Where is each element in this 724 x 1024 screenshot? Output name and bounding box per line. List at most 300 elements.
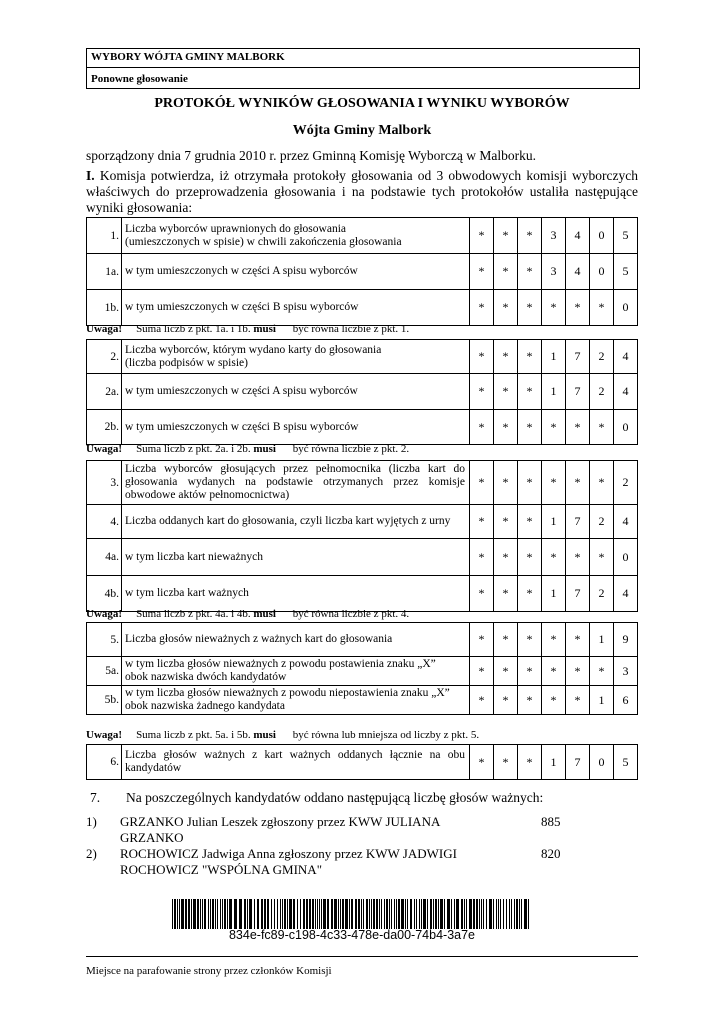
barcode-bar <box>202 899 203 929</box>
table-row <box>87 254 638 290</box>
note-text: Suma liczb z pkt. 5a. i 5b. <box>136 729 251 741</box>
barcode-bar <box>349 899 350 929</box>
digit-cell: 4 <box>566 218 590 254</box>
digit-cell: 5 <box>614 745 638 780</box>
digit-cell: * <box>470 410 494 445</box>
candidate-votes: 820 <box>541 846 561 861</box>
barcode-bar <box>416 899 417 929</box>
barcode-bar <box>234 899 237 929</box>
row-number: 3. <box>87 461 122 505</box>
barcode-bar <box>331 899 333 929</box>
barcode-bar <box>500 899 501 929</box>
digit-cell: * <box>494 290 518 326</box>
digit-cell: * <box>494 657 518 686</box>
digit-cell: 3 <box>542 254 566 290</box>
table-row <box>87 539 638 576</box>
digit-cell: * <box>494 254 518 290</box>
barcode-bar <box>496 899 497 929</box>
barcode-bar <box>514 899 515 929</box>
digit-cell: 0 <box>590 254 614 290</box>
barcode-bar <box>284 899 286 929</box>
digit-cell: 1 <box>542 340 566 374</box>
barcode-bar <box>217 899 218 929</box>
barcode-bar <box>430 899 432 929</box>
barcode-bar <box>197 899 199 929</box>
digit-cell: * <box>518 340 542 374</box>
barcode-bar <box>239 899 242 929</box>
digit-cell: * <box>470 657 494 686</box>
barcode-bar <box>179 899 180 929</box>
barcode-bar <box>405 899 406 929</box>
table-row <box>87 745 638 780</box>
digit-cell: 2 <box>590 576 614 612</box>
results-table <box>86 339 638 445</box>
results-table <box>86 217 638 326</box>
uwaga-note <box>86 729 638 742</box>
digit-cell: 5 <box>614 254 638 290</box>
note-label: Uwaga! <box>86 443 123 455</box>
digit-cell: * <box>542 657 566 686</box>
digit-cell: 1 <box>542 505 566 539</box>
digit-cell: * <box>470 254 494 290</box>
row-number: 1. <box>87 218 122 254</box>
candidate-entry <box>86 814 638 848</box>
barcode-bar <box>361 899 362 929</box>
barcode-bar <box>345 899 348 929</box>
row-number: 4a. <box>87 539 122 576</box>
barcode-bar <box>524 899 527 929</box>
barcode-bar <box>476 899 478 929</box>
digit-cell: * <box>518 539 542 576</box>
results-table <box>86 622 638 715</box>
table-row <box>87 461 638 505</box>
barcode-bar <box>433 899 434 929</box>
table-row <box>87 410 638 445</box>
barcode-bar <box>191 899 192 929</box>
digit-cell: 2 <box>590 505 614 539</box>
row-description: w tym liczba kart ważnych <box>122 576 470 612</box>
barcode-bar <box>244 899 246 929</box>
footer-divider <box>86 956 638 957</box>
row-description: w tym liczba głosów nieważnych z powodu niepostawienia znaku „X” obok nazwiska żadnego kandydata <box>122 686 470 715</box>
prepared-statement: sporządzony dnia 7 grudnia 2010 r. przez Gminną Komisję Wyborczą w Malborku. <box>86 148 536 163</box>
digit-cell: * <box>566 410 590 445</box>
barcode-bar <box>466 899 467 929</box>
barcode-bar <box>340 899 341 929</box>
digit-cell: * <box>494 461 518 505</box>
candidates-heading <box>86 790 543 806</box>
barcode-bar <box>396 899 397 929</box>
barcode-bar <box>220 899 221 929</box>
digit-cell: * <box>470 505 494 539</box>
digit-cell: * <box>518 410 542 445</box>
barcode-bar <box>323 899 326 929</box>
table-row <box>87 340 638 374</box>
uwaga-note <box>86 443 638 456</box>
digit-cell: 7 <box>566 505 590 539</box>
digit-cell: * <box>470 218 494 254</box>
candidates-heading-text: Na poszczególnych kandydatów oddano następującą liczbę głosów ważnych: <box>126 790 544 805</box>
barcode-bar <box>287 899 288 929</box>
candidate-number: 2) <box>86 846 97 861</box>
barcode-bar <box>282 899 283 929</box>
barcode-bar <box>391 899 392 929</box>
digit-cell: 5 <box>614 218 638 254</box>
results-table <box>86 460 638 612</box>
note-text: być równa lub mniejsza od liczby z pkt. 5. <box>292 729 480 741</box>
digit-cell: * <box>494 576 518 612</box>
table-row <box>87 374 638 410</box>
row-number: 4b. <box>87 576 122 612</box>
row-description: Liczba wyborców głosujących przez pełnomocnika (liczba kart do głosowania wydanych na podstawie otrzymanych przez komisje obwodowe aktów pełnomocnictwa) <box>122 461 470 505</box>
digit-cell: 0 <box>614 290 638 326</box>
digit-cell: * <box>590 657 614 686</box>
note-emphasis: musi <box>253 608 276 620</box>
barcode-bar <box>334 899 337 929</box>
row-description: w tym liczba kart nieważnych <box>122 539 470 576</box>
table-row <box>87 657 638 686</box>
barcode-bar <box>503 899 504 929</box>
barcode-bar <box>312 899 314 929</box>
digit-cell: 2 <box>590 374 614 410</box>
barcode-bar <box>394 899 395 929</box>
digit-cell: * <box>518 686 542 715</box>
table-row <box>87 290 638 326</box>
barcode-bar <box>401 899 404 929</box>
digit-cell: * <box>494 374 518 410</box>
intro-paragraph <box>86 168 638 216</box>
barcode-bar <box>384 899 385 929</box>
barcode-bar <box>215 899 216 929</box>
barcode-bar <box>267 899 269 929</box>
digit-cell: * <box>518 505 542 539</box>
digit-cell: 1 <box>542 576 566 612</box>
barcode-bar <box>421 899 422 929</box>
digit-cell: 7 <box>566 340 590 374</box>
digit-cell: * <box>518 623 542 657</box>
row-description: w tym umieszczonych w części A spisu wyborców <box>122 254 470 290</box>
barcode-bar <box>483 899 484 929</box>
digit-cell: * <box>470 745 494 780</box>
barcode-bar <box>172 899 173 929</box>
row-description: Liczba oddanych kart do głosowania, czyli liczba kart wyjętych z urny <box>122 505 470 539</box>
digit-cell: * <box>542 686 566 715</box>
digit-cell: * <box>566 657 590 686</box>
digit-cell: 0 <box>590 218 614 254</box>
row-description: Liczba głosów nieważnych z ważnych kart do głosowania <box>122 623 470 657</box>
table-row <box>87 505 638 539</box>
digit-cell: * <box>590 290 614 326</box>
digit-cell: 3 <box>542 218 566 254</box>
barcode-bar <box>247 899 248 929</box>
barcode-bar <box>177 899 178 929</box>
barcode-bar <box>363 899 364 929</box>
digit-cell: * <box>542 539 566 576</box>
barcode-bar <box>438 899 439 929</box>
digit-cell: * <box>494 505 518 539</box>
barcode-text: 834e-fc89-c198-4c33-478e-da00-74b4-3a7e <box>228 928 475 942</box>
barcode-bar <box>444 899 445 929</box>
results-table <box>86 744 638 780</box>
barcode-bar <box>188 899 190 929</box>
barcode-bar <box>351 899 353 929</box>
barcode-bar <box>410 899 412 929</box>
table-row <box>87 576 638 612</box>
digit-cell: * <box>470 340 494 374</box>
digit-cell: * <box>566 686 590 715</box>
row-description: w tym umieszczonych w części B spisu wyborców <box>122 410 470 445</box>
barcode-bar <box>254 899 255 929</box>
digit-cell: * <box>518 576 542 612</box>
row-number: 5. <box>87 623 122 657</box>
digit-cell: 4 <box>614 340 638 374</box>
digit-cell: * <box>470 290 494 326</box>
barcode-bar <box>469 899 472 929</box>
barcode-bar <box>181 899 184 929</box>
barcode-bar <box>224 899 226 929</box>
row-description: Liczba głosów ważnych z kart ważnych oddanych łącznie na obu kandydatów <box>122 745 470 780</box>
barcode-bar <box>509 899 510 929</box>
barcode-bar <box>516 899 518 929</box>
table-row <box>87 623 638 657</box>
digit-cell: 1 <box>542 745 566 780</box>
barcode-bar <box>493 899 494 929</box>
digit-cell: * <box>518 218 542 254</box>
barcode-bar <box>521 899 522 929</box>
barcode-bar <box>423 899 426 929</box>
barcode-bar <box>309 899 311 929</box>
barcode-bar <box>297 899 298 929</box>
digit-cell: * <box>590 461 614 505</box>
barcode-bar <box>419 899 420 929</box>
note-emphasis: musi <box>253 729 276 741</box>
digit-cell: 3 <box>614 657 638 686</box>
barcode-bar <box>398 899 400 929</box>
row-description: w tym liczba głosów nieważnych z powodu postawienia znaku „X” obok nazwiska dwóch kandydatów <box>122 657 470 686</box>
row-number: 5b. <box>87 686 122 715</box>
barcode-bar <box>193 899 196 929</box>
barcode-bar <box>271 899 272 929</box>
digit-cell: 1 <box>542 374 566 410</box>
digit-cell: 1 <box>590 686 614 715</box>
barcode-bar <box>338 899 339 929</box>
note-text: Suma liczb z pkt. 1a. i 1b. <box>136 323 251 335</box>
digit-cell: * <box>518 461 542 505</box>
barcode-bar <box>427 899 428 929</box>
barcode-bar <box>222 899 223 929</box>
row-description: w tym umieszczonych w części A spisu wyborców <box>122 374 470 410</box>
digit-cell: 0 <box>614 539 638 576</box>
barcode-bar <box>317 899 318 929</box>
digit-cell: * <box>494 745 518 780</box>
digit-cell: * <box>518 374 542 410</box>
digit-cell: * <box>566 623 590 657</box>
barcode-bar <box>454 899 455 929</box>
digit-cell: 2 <box>614 461 638 505</box>
row-number: 2a. <box>87 374 122 410</box>
barcode-bar <box>319 899 320 929</box>
digit-cell: * <box>494 340 518 374</box>
barcode-bar <box>456 899 459 929</box>
digit-cell: * <box>518 657 542 686</box>
barcode-bar <box>303 899 305 929</box>
row-number: 1b. <box>87 290 122 326</box>
barcode-bar <box>519 899 520 929</box>
barcode-bar <box>379 899 380 929</box>
barcode-bar <box>479 899 480 929</box>
barcode-bar <box>407 899 408 929</box>
digit-cell: * <box>542 290 566 326</box>
digit-cell: * <box>470 686 494 715</box>
barcode-bar <box>366 899 368 929</box>
barcode-bar <box>264 899 266 929</box>
note-emphasis: musi <box>253 323 276 335</box>
barcode-bar <box>280 899 281 929</box>
candidate-name: GRZANKO Julian Leszek zgłoszony przez KWW JULIANA GRZANKO <box>120 814 440 845</box>
barcode-bar <box>227 899 228 929</box>
uwaga-note <box>86 608 638 621</box>
note-label: Uwaga! <box>86 608 123 620</box>
barcode-bar <box>528 899 529 929</box>
digit-cell: * <box>470 461 494 505</box>
section-numeral: I. <box>86 168 95 183</box>
digit-cell: * <box>590 410 614 445</box>
barcode-bar <box>381 899 382 929</box>
barcode-bar <box>200 899 201 929</box>
barcode-bar <box>371 899 372 929</box>
barcode-bar <box>293 899 295 929</box>
barcode-bar <box>289 899 292 929</box>
barcode-bar <box>342 899 344 929</box>
barcode-bar <box>355 899 357 929</box>
footer-note: Miejsce na parafowanie strony przez członków Komisji <box>86 965 332 977</box>
digit-cell: 4 <box>614 374 638 410</box>
barcode-bar <box>464 899 465 929</box>
barcode-bar <box>473 899 475 929</box>
barcode-bar <box>261 899 263 929</box>
digit-cell: * <box>494 686 518 715</box>
digit-cell: 0 <box>614 410 638 445</box>
barcode-bar <box>249 899 252 929</box>
barcode-bar <box>489 899 492 929</box>
note-emphasis: musi <box>253 443 276 455</box>
election-round: Ponowne głosowanie <box>91 73 188 85</box>
digit-cell: * <box>518 290 542 326</box>
barcode-bar <box>208 899 209 929</box>
barcode-bar <box>486 899 487 929</box>
barcode <box>172 899 532 929</box>
note-text: być równa liczbie z pkt. 1. <box>292 323 410 335</box>
barcode-bar <box>229 899 232 929</box>
digit-cell: * <box>566 461 590 505</box>
digit-cell: 7 <box>566 374 590 410</box>
barcode-bar <box>389 899 390 929</box>
barcode-bar <box>386 899 388 929</box>
row-description: Liczba wyborców, którym wydano karty do głosowania (liczba podpisów w spisie) <box>122 340 470 374</box>
note-text: Suma liczb z pkt. 4a. i 4b. <box>136 608 251 620</box>
barcode-bar <box>376 899 378 929</box>
barcode-bar <box>277 899 278 929</box>
digit-cell: 0 <box>590 745 614 780</box>
digit-cell: * <box>494 218 518 254</box>
candidate-number: 1) <box>86 814 97 829</box>
row-number: 2b. <box>87 410 122 445</box>
digit-cell: * <box>542 410 566 445</box>
row-number: 4. <box>87 505 122 539</box>
digit-cell: * <box>566 290 590 326</box>
note-text: być równa liczbie z pkt. 2. <box>292 443 410 455</box>
note-label: Uwaga! <box>86 323 123 335</box>
digit-cell: * <box>470 539 494 576</box>
barcode-bar <box>204 899 206 929</box>
digit-cell: * <box>494 410 518 445</box>
digit-cell: * <box>566 539 590 576</box>
digit-cell: 4 <box>614 576 638 612</box>
intro-text: Komisja potwierdza, iż otrzymała protokoły głosowania od 3 obwodowych komisji wyborczych właściwych do przeprowadzenia głosowania i na podstawie tych protokołów ustaliła następujące wyniki głosowania: <box>86 168 639 215</box>
barcode-bar <box>185 899 187 929</box>
election-header <box>86 48 640 89</box>
barcode-bar <box>210 899 211 929</box>
row-description: w tym umieszczonych w części B spisu wyborców <box>122 290 470 326</box>
row-number: 5a. <box>87 657 122 686</box>
barcode-bar <box>506 899 507 929</box>
digit-cell: 7 <box>566 745 590 780</box>
digit-cell: 2 <box>590 340 614 374</box>
digit-cell: * <box>470 576 494 612</box>
barcode-bar <box>327 899 329 929</box>
note-text: Suma liczb z pkt. 2a. i 2b. <box>136 443 251 455</box>
candidate-votes: 885 <box>541 814 561 829</box>
barcode-bar <box>435 899 437 929</box>
barcode-bar <box>174 899 176 929</box>
digit-cell: 1 <box>590 623 614 657</box>
digit-cell: * <box>542 461 566 505</box>
digit-cell: 4 <box>614 505 638 539</box>
candidate-entry <box>86 846 638 880</box>
barcode-bar <box>306 899 308 929</box>
barcode-bar <box>461 899 463 929</box>
barcode-bar <box>369 899 370 929</box>
barcode-bar <box>300 899 301 929</box>
note-label: Uwaga! <box>86 729 123 741</box>
table-row <box>87 686 638 715</box>
barcode-bar <box>358 899 360 929</box>
digit-cell: * <box>494 539 518 576</box>
digit-cell: * <box>470 374 494 410</box>
row-number: 1a. <box>87 254 122 290</box>
barcode-bar <box>440 899 443 929</box>
row-description: Liczba wyborców uprawnionych do głosowania (umieszczonych w spisie) w chwili zakończenia głosowania <box>122 218 470 254</box>
barcode-bar <box>212 899 214 929</box>
digit-cell: * <box>470 623 494 657</box>
barcode-bar <box>511 899 512 929</box>
digit-cell: * <box>518 745 542 780</box>
barcode-bar <box>447 899 450 929</box>
digit-cell: * <box>518 254 542 290</box>
barcode-bar <box>321 899 322 929</box>
table-row <box>87 218 638 254</box>
candidate-name: ROCHOWICZ Jadwiga Anna zgłoszony przez KWW JADWIGI ROCHOWICZ "WSPÓLNA GMINA" <box>120 846 457 877</box>
digit-cell: 6 <box>614 686 638 715</box>
barcode-bar <box>498 899 499 929</box>
digit-cell: 9 <box>614 623 638 657</box>
barcode-bar <box>373 899 375 929</box>
barcode-bar <box>414 899 415 929</box>
digit-cell: * <box>590 539 614 576</box>
barcode-bar <box>451 899 452 929</box>
digit-cell: * <box>494 623 518 657</box>
digit-cell: 7 <box>566 576 590 612</box>
